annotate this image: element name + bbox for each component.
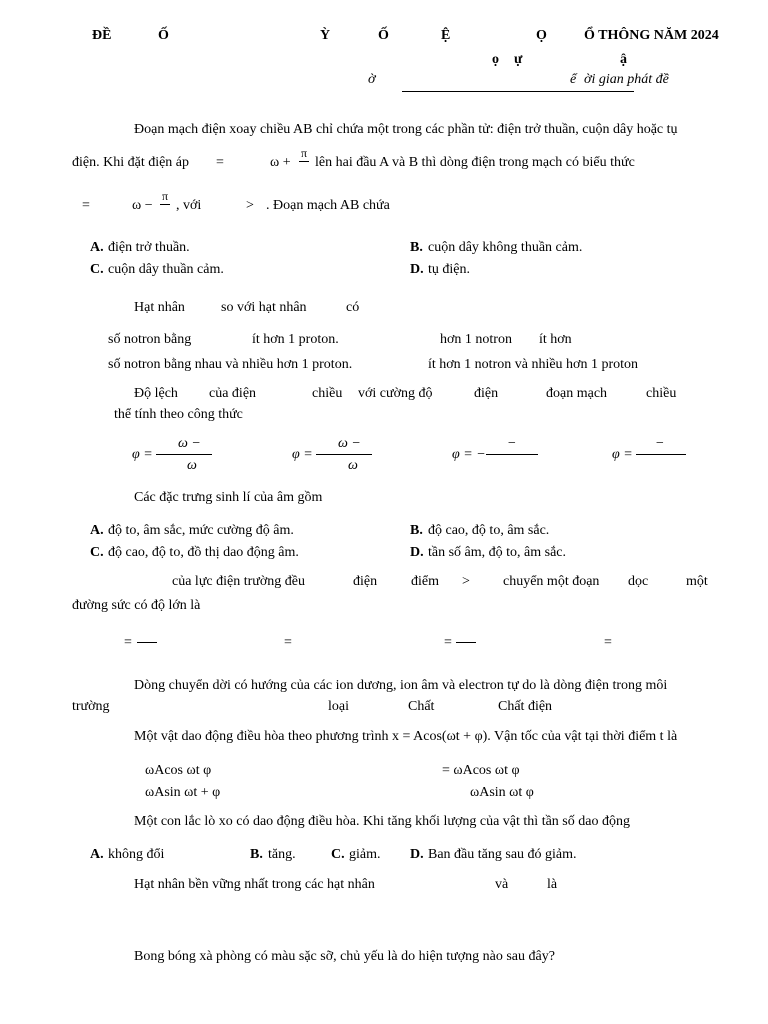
header-title-part-5: Ệ	[441, 28, 451, 43]
q6-option-d: Chất điện	[498, 699, 553, 714]
q5-option-c-frac-bar	[456, 642, 476, 643]
q2-option-d: số notron bằng nhau và nhiều hơn 1 proton.	[108, 357, 353, 372]
header-title-part-4: Ố	[378, 28, 389, 43]
q4-option-d: tần số âm, độ to, âm sắc.	[428, 545, 567, 560]
q3-option-b-numerator: ω −	[338, 436, 361, 451]
q1-stem-line-2b: lên hai đầu A và B thì dòng điện trong mạch có biểu thức	[315, 155, 635, 170]
q5-stem-part-4: chuyển một đoạn	[503, 574, 600, 589]
q2-option-c-part-2: ít hơn	[539, 332, 572, 347]
header-subject-part-2: ự	[514, 52, 523, 67]
q5-stem-part-1: của lực điện trường đều	[172, 574, 305, 589]
q6-option-c: Chất	[408, 699, 435, 714]
q6-stem-line-1: Dòng chuyển dời có hướng của các ion dương, ion âm và electron tự do là dòng điện trong môi	[134, 678, 668, 693]
q2-option-b: ít hơn 1 proton.	[252, 332, 339, 347]
q3-stem-part-4: với cường độ	[358, 386, 433, 401]
q4-option-b: độ cao, độ to, âm sắc.	[428, 523, 550, 538]
q1-eq-1: =	[216, 155, 224, 170]
q9-stem-part-3: là	[547, 877, 558, 892]
q5-stem-part-2: điện	[353, 574, 378, 589]
q3-option-b-phi: φ =	[292, 447, 313, 462]
q1-option-d: tụ điện.	[428, 262, 470, 277]
q1-stem-line-1: Đoạn mạch điện xoay chiều AB chỉ chứa một trong các phần tử: điện trở thuần, cuộn dây hoặc tụ	[134, 122, 678, 137]
q8-option-d: Ban đầu tăng sau đó giảm.	[428, 847, 577, 862]
q5-option-a-eq: =	[124, 635, 132, 650]
q3-stem-part-5: điện	[474, 386, 499, 401]
q1-option-d-label: D.	[410, 262, 424, 277]
header-subject-part-3: ậ	[620, 52, 627, 67]
q1-omega-1: ω +	[270, 155, 291, 170]
q3-option-c-phi: φ = −	[452, 447, 486, 462]
q10-stem: Bong bóng xà phòng có màu sặc sỡ, chủ yếu là do hiện tượng nào sau đây?	[134, 949, 555, 964]
q1-option-a: điện trở thuần.	[108, 240, 190, 255]
q1-frac-bar-1	[299, 161, 309, 162]
q3-stem-part-1: Độ lệch	[134, 386, 178, 401]
header-subject-part-1: ọ	[492, 52, 499, 67]
q3-option-a-denominator: ω	[187, 458, 197, 473]
q3-option-b-frac-bar	[316, 454, 372, 455]
q5-stem-part-5: dọc	[628, 574, 649, 589]
q9-stem-part-1: Hạt nhân bền vững nhất trong các hạt nhân	[134, 877, 375, 892]
q2-option-e: ít hơn 1 notron và nhiều hơn 1 proton	[428, 357, 639, 372]
header-title-part-2: Ố	[158, 28, 169, 43]
header-title-part-7: Ổ THÔNG NĂM 2024	[584, 28, 719, 43]
q3-option-c-frac-bar	[486, 454, 538, 455]
q3-stem-part-7: chiều	[646, 386, 677, 401]
q3-stem-part-6: đoạn mạch	[546, 386, 608, 401]
q4-option-c-label: C.	[90, 545, 104, 560]
header-title-part-1: ĐỀ	[92, 28, 112, 43]
q5-gt: >	[462, 574, 470, 589]
q3-option-c-numerator: −	[507, 436, 517, 451]
q1-pi-1: π	[301, 146, 308, 160]
q1-stem-line-3b: . Đoạn mạch AB chứa	[266, 198, 390, 213]
q4-stem: Các đặc trưng sinh lí của âm gồm	[134, 490, 323, 505]
q3-stem-part-2: của điện	[209, 386, 257, 401]
q1-omega-2: ω −	[132, 198, 153, 213]
q1-pi-2: π	[162, 189, 169, 203]
q7-option-b: = ωAcos ωt φ	[442, 763, 520, 778]
q8-option-d-label: D.	[410, 847, 424, 862]
q6-stem-line-2: trường	[72, 699, 110, 714]
q3-stem-part-3: chiều	[312, 386, 343, 401]
q8-option-b-label: B.	[250, 847, 263, 862]
q3-option-a-frac-bar	[156, 454, 212, 455]
header-title-part-6: Ọ	[536, 28, 547, 43]
q4-option-b-label: B.	[410, 523, 423, 538]
header-time-part-3: ời gian phát đề	[584, 72, 669, 87]
q8-stem: Một con lắc lò xo có dao động điều hòa. Khi tăng khối lượng của vật thì tần số dao động	[134, 814, 630, 829]
q4-option-a: độ to, âm sắc, mức cường độ âm.	[108, 523, 294, 538]
q3-option-d-numerator: −	[655, 436, 665, 451]
q7-option-c: ωAsin ωt + φ	[145, 785, 221, 800]
q6-option-b: loại	[328, 699, 349, 714]
q8-option-b: tăng.	[268, 847, 296, 862]
q2-stem-part-2: so với hạt nhân	[221, 300, 307, 315]
q2-stem-part-3: có	[346, 300, 360, 315]
q1-option-c: cuộn dây thuần cảm.	[108, 262, 224, 277]
q5-option-c-eq: =	[444, 635, 452, 650]
q1-eq-2: =	[82, 198, 90, 213]
q3-option-d-frac-bar	[636, 454, 686, 455]
q2-option-c-part-1: hơn 1 notron	[440, 332, 512, 347]
q9-stem-part-2: và	[495, 877, 509, 892]
q1-option-b: cuộn dây không thuần cảm.	[428, 240, 583, 255]
q4-option-d-label: D.	[410, 545, 424, 560]
q1-stem-line-2a: điện. Khi đặt điện áp	[72, 155, 190, 170]
q5-stem-part-3: điểm	[411, 574, 439, 589]
q3-option-a-numerator: ω −	[178, 436, 201, 451]
q3-option-b-denominator: ω	[348, 458, 358, 473]
q8-option-a-label: A.	[90, 847, 104, 862]
q1-option-c-label: C.	[90, 262, 104, 277]
q2-option-a-part-1: số notron bằng	[108, 332, 192, 347]
q8-option-a: không đổi	[108, 847, 165, 862]
q1-option-b-label: B.	[410, 240, 423, 255]
q4-option-a-label: A.	[90, 523, 104, 538]
q1-option-a-label: A.	[90, 240, 104, 255]
q8-option-c: giảm.	[349, 847, 381, 862]
q1-frac-bar-2	[160, 204, 170, 205]
header-title-part-3: Ỳ	[320, 28, 331, 43]
q1-stem-line-3a: , với	[176, 198, 202, 213]
q7-stem: Một vật dao động điều hòa theo phương trình x = Acos(ωt + φ). Vận tốc của vật tại thời điểm t là	[134, 729, 678, 744]
q7-option-a: ωAcos ωt φ	[145, 763, 212, 778]
q5-option-a-frac-bar	[137, 642, 157, 643]
q7-option-d: ωAsin ωt φ	[470, 785, 534, 800]
q3-option-a-phi: φ =	[132, 447, 153, 462]
q5-stem-part-6: một	[686, 574, 708, 589]
q3-stem-line-2: thể tính theo công thức	[114, 407, 243, 422]
q4-option-c: độ cao, độ to, đồ thị dao động âm.	[108, 545, 299, 560]
header-time-part-2: ể	[570, 72, 577, 87]
q2-stem-part-1: Hạt nhân	[134, 300, 185, 315]
q5-option-b-eq: =	[284, 635, 292, 650]
q5-stem-line-2: đường sức có độ lớn là	[72, 598, 201, 613]
header-underline	[402, 91, 634, 92]
header-time-part-1: ờ	[368, 72, 376, 87]
q1-gt: >	[246, 198, 254, 213]
q3-option-d-phi: φ =	[612, 447, 633, 462]
q5-option-d-eq: =	[604, 635, 612, 650]
q8-option-c-label: C.	[331, 847, 345, 862]
